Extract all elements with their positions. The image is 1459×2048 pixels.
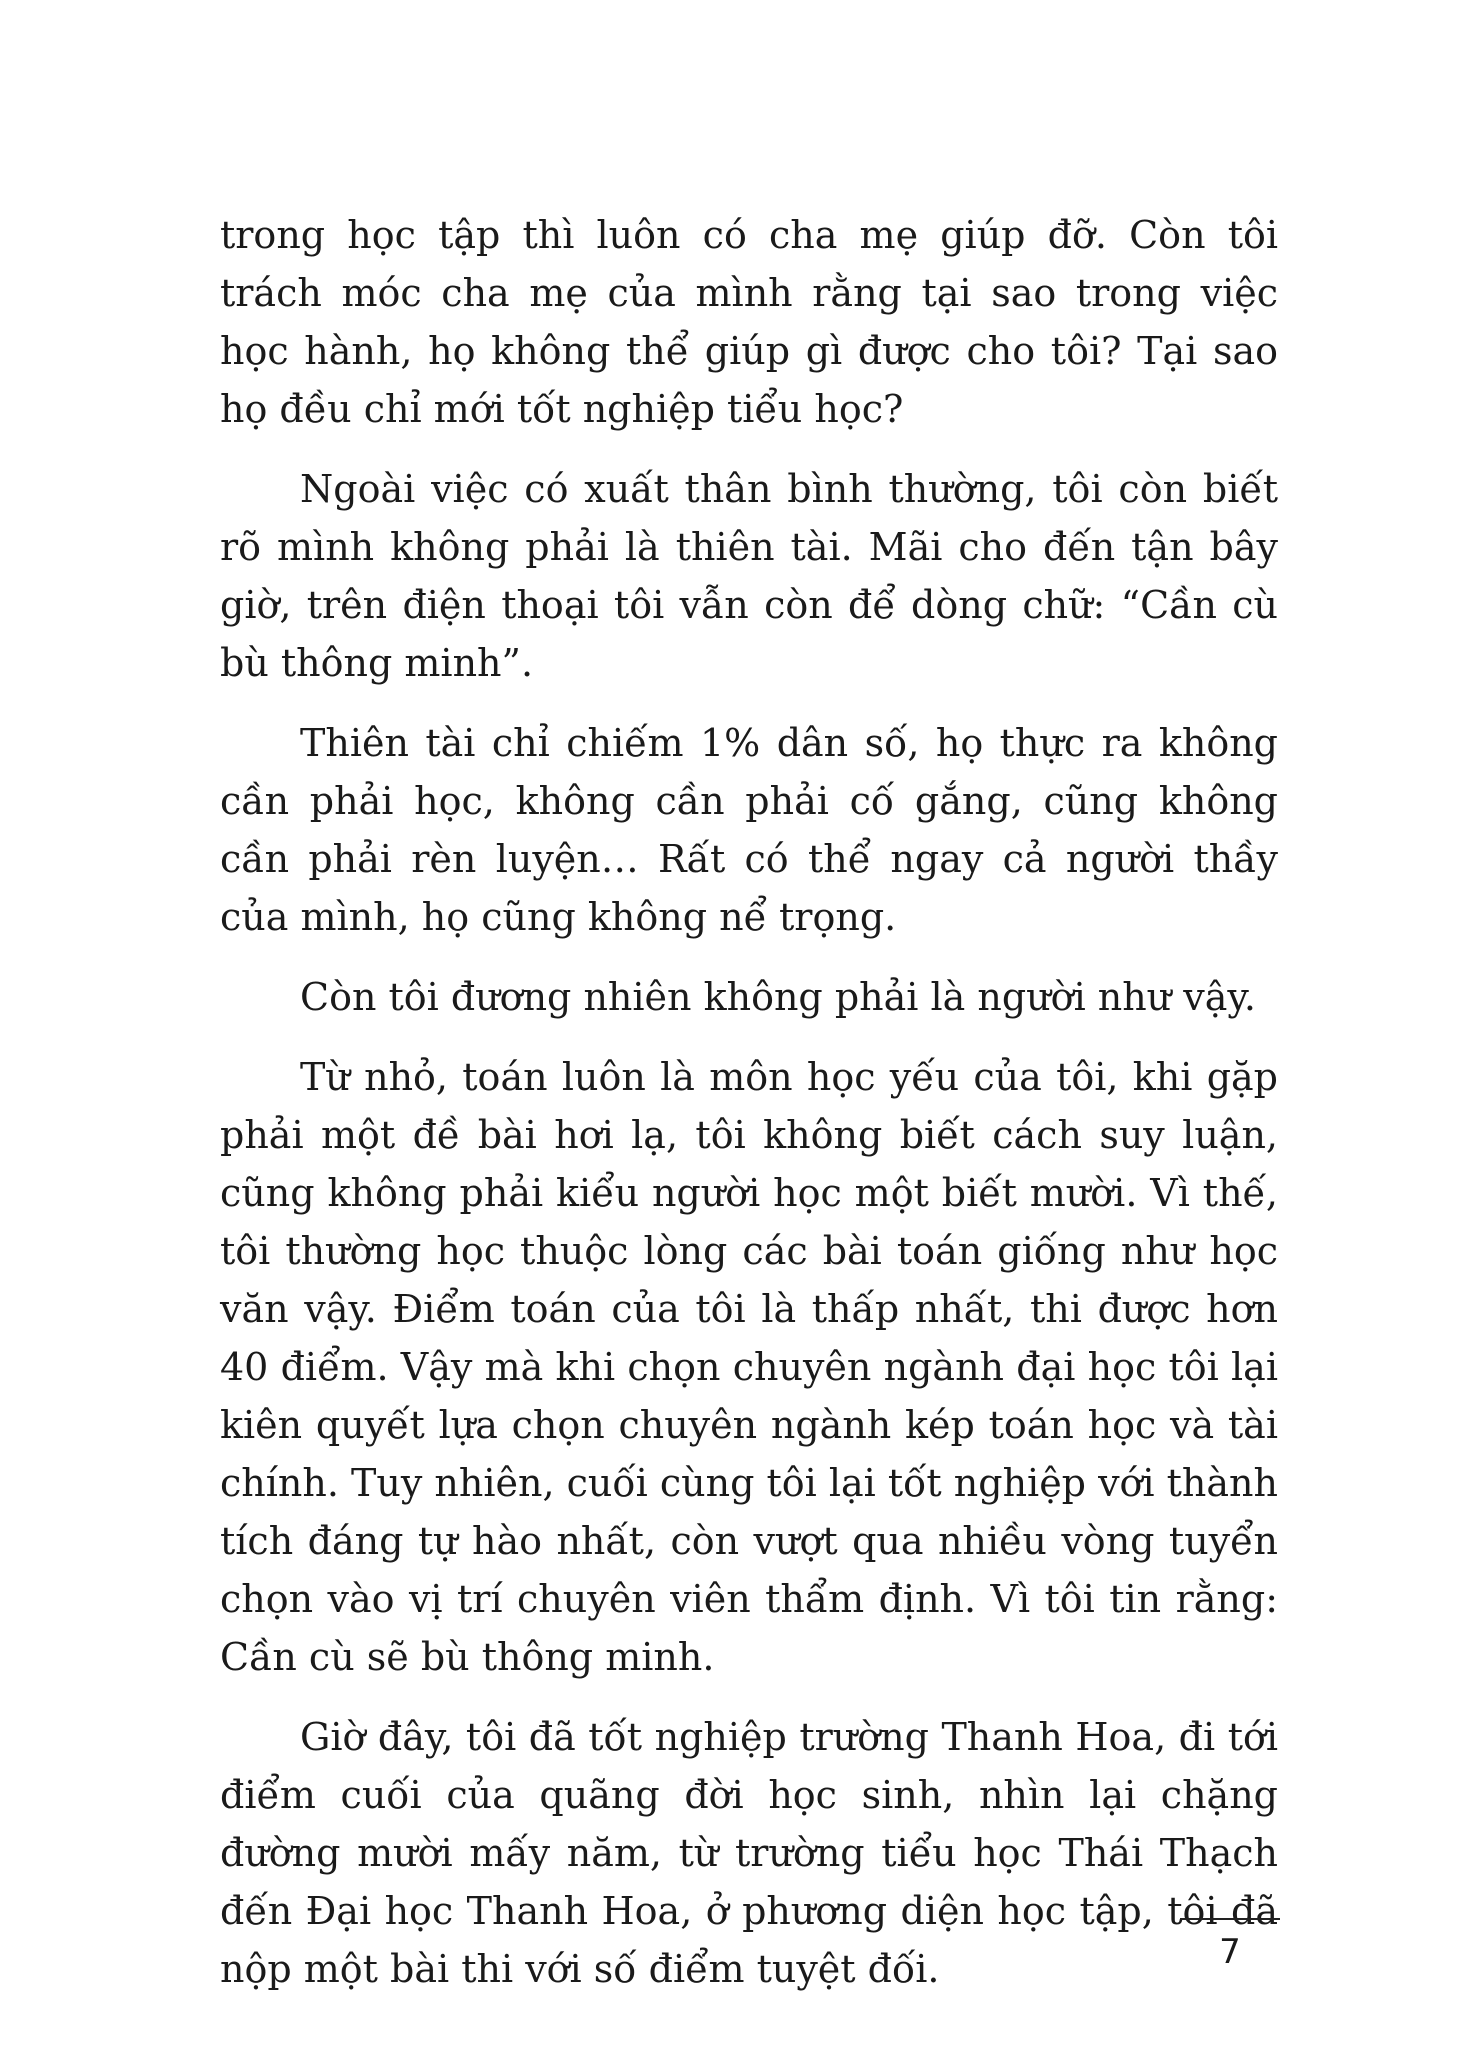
- body-text: [220, 206, 1278, 2020]
- paragraph: Còn tôi đương nhiên không phải là người như vậy.: [300, 975, 1256, 1019]
- page-number: 7: [1219, 1932, 1241, 1972]
- paragraph: Từ nhỏ, toán luôn là môn học yếu của tôi, khi gặp phải một đề bài hơi lạ, tôi không biết cách suy luận, cũng không phải kiểu người học một biết mười. Vì thế, tôi thường học thuộc lòng các bài toán giống như học văn vậy. Điểm toán của tôi là thấp nhất, thi được hơn 40 điểm. Vậy mà khi chọn chuyên ngành đại học tôi lại kiên quyết lựa chọn chuyên ngành kép toán học và tài chính. Tuy nhiên, cuối cùng tôi lại tốt nghiệp với thành tích đáng tự hào nhất, còn vượt qua nhiều vòng tuyển chọn vào vị trí chuyên viên thẩm định. Vì tôi tin rằng: Cần cù sẽ bù thông minh.: [220, 1055, 1279, 1679]
- paragraph-continued: trong học tập thì luôn có cha mẹ giúp đỡ. Còn tôi trách móc cha mẹ của mình rằng tại sao trong việc học hành, họ không thể giúp gì được cho tôi? Tại sao họ đều chỉ mới tốt nghiệp tiểu học?: [220, 213, 1278, 431]
- paragraph: Ngoài việc có xuất thân bình thường, tôi còn biết rõ mình không phải là thiên tài. Mãi cho đến tận bây giờ, trên điện thoại tôi vẫn còn để dòng chữ: “Cần cù bù thông minh”.: [220, 467, 1278, 685]
- page-number-rule: [1180, 1918, 1280, 1920]
- paragraph: Thiên tài chỉ chiếm 1% dân số, họ thực ra không cần phải học, không cần phải cố gắng, cũng không cần phải rèn luyện… Rất có thể ngay cả người thầy của mình, họ cũng không nể trọng.: [220, 721, 1278, 939]
- paragraph: Giờ đây, tôi đã tốt nghiệp trường Thanh Hoa, đi tới điểm cuối của quãng đời học sinh, nhìn lại chặng đường mười mấy năm, từ trường tiểu học Thái Thạch đến Đại học Thanh Hoa, ở phương diện học tập, tôi đã nộp một bài thi với số điểm tuyệt đối.: [220, 1715, 1278, 1991]
